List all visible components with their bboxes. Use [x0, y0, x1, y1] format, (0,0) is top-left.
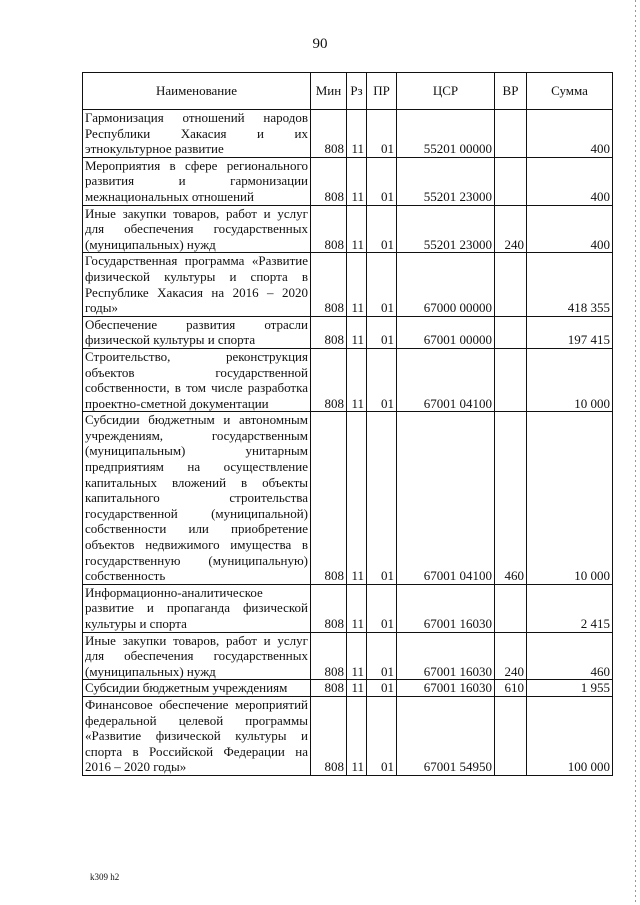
table-row [83, 632, 613, 680]
row-name: Субсидии бюджетным учреждениям [83, 680, 311, 697]
header-vr: ВР [495, 73, 527, 110]
row-min: 808 [311, 110, 347, 158]
row-pr: 01 [367, 584, 397, 632]
header-sum: Сумма [527, 73, 613, 110]
header-min: Мин [311, 73, 347, 110]
row-vr [495, 584, 527, 632]
row-name: Государственная программа «Развитие физической культуры и спорта в Республике Хакасия на 2016 – 2020 годы» [83, 253, 311, 316]
row-name: Субсидии бюджетным и автономным учреждениям, государственным (муниципальным) унитарным предприятиям на осуществление капитальных вложений в объекты капитального строительства государственной (муниципальной) собственности или приобретение объектов недвижимого имущества в государственную (муниципальную) собственность [83, 412, 311, 585]
row-csr: 67001 54950 [397, 696, 495, 775]
row-vr: 460 [495, 412, 527, 585]
page-number: 90 [312, 36, 328, 52]
row-min: 808 [311, 205, 347, 253]
header-csr: ЦСР [397, 73, 495, 110]
row-csr: 67001 16030 [397, 584, 495, 632]
row-rz: 11 [347, 412, 367, 585]
row-vr [495, 110, 527, 158]
row-min: 808 [311, 348, 347, 411]
row-name: Строительство, реконструкция объектов государственной собственности, в том числе разработка проектно-сметной документации [83, 348, 311, 411]
row-rz: 11 [347, 205, 367, 253]
row-min: 808 [311, 696, 347, 775]
row-sum: 10 000 [527, 348, 613, 411]
row-name: Мероприятия в сфере регионального развития и гармонизации межнациональных отношений [83, 157, 311, 205]
row-min: 808 [311, 316, 347, 348]
row-rz: 11 [347, 632, 367, 680]
row-csr: 67001 16030 [397, 680, 495, 697]
row-name: Гармонизация отношений народов Республики Хакасия и их этнокультурное развитие [83, 110, 311, 158]
row-vr: 240 [495, 632, 527, 680]
table-row [83, 680, 613, 697]
row-csr: 55201 23000 [397, 157, 495, 205]
row-vr [495, 157, 527, 205]
row-pr: 01 [367, 205, 397, 253]
row-sum: 400 [527, 205, 613, 253]
table-row [83, 348, 613, 411]
row-pr: 01 [367, 110, 397, 158]
table-row [83, 316, 613, 348]
row-name: Обеспечение развития отрасли физической культуры и спорта [83, 316, 311, 348]
row-min: 808 [311, 412, 347, 585]
row-min: 808 [311, 584, 347, 632]
row-rz: 11 [347, 584, 367, 632]
row-sum: 400 [527, 110, 613, 158]
row-sum: 418 355 [527, 253, 613, 316]
table-row [83, 205, 613, 253]
scan-edge-artifact [635, 0, 636, 905]
table-header-row [83, 73, 613, 110]
row-csr: 67001 04100 [397, 348, 495, 411]
row-min: 808 [311, 253, 347, 316]
row-rz: 11 [347, 680, 367, 697]
row-vr [495, 316, 527, 348]
row-sum: 460 [527, 632, 613, 680]
row-pr: 01 [367, 632, 397, 680]
row-rz: 11 [347, 348, 367, 411]
row-min: 808 [311, 632, 347, 680]
row-vr [495, 253, 527, 316]
row-sum: 400 [527, 157, 613, 205]
row-sum: 1 955 [527, 680, 613, 697]
row-min: 808 [311, 680, 347, 697]
table-row [83, 584, 613, 632]
row-vr [495, 696, 527, 775]
row-sum: 100 000 [527, 696, 613, 775]
row-vr: 610 [495, 680, 527, 697]
row-pr: 01 [367, 348, 397, 411]
row-rz: 11 [347, 253, 367, 316]
row-sum: 2 415 [527, 584, 613, 632]
table-row [83, 157, 613, 205]
row-sum: 197 415 [527, 316, 613, 348]
table-row [83, 696, 613, 775]
row-rz: 11 [347, 696, 367, 775]
row-rz: 11 [347, 316, 367, 348]
row-rz: 11 [347, 157, 367, 205]
row-pr: 01 [367, 157, 397, 205]
row-name: Информационно-аналитическое развитие и пропаганда физической культуры и спорта [83, 584, 311, 632]
row-csr: 67001 16030 [397, 632, 495, 680]
row-csr: 55201 23000 [397, 205, 495, 253]
table-row [83, 110, 613, 158]
row-vr: 240 [495, 205, 527, 253]
footer-document-code: k309 h2 [90, 872, 120, 882]
row-min: 808 [311, 157, 347, 205]
table-row [83, 253, 613, 316]
row-name: Иные закупки товаров, работ и услуг для обеспечения государственных (муниципальных) нужд [83, 632, 311, 680]
table-row [83, 412, 613, 585]
row-name: Иные закупки товаров, работ и услуг для обеспечения государственных (муниципальных) нужд [83, 205, 311, 253]
row-pr: 01 [367, 316, 397, 348]
row-csr: 67000 00000 [397, 253, 495, 316]
row-csr: 67001 04100 [397, 412, 495, 585]
row-pr: 01 [367, 253, 397, 316]
row-pr: 01 [367, 680, 397, 697]
budget-table [82, 72, 613, 776]
row-csr: 67001 00000 [397, 316, 495, 348]
row-pr: 01 [367, 696, 397, 775]
row-pr: 01 [367, 412, 397, 585]
row-rz: 11 [347, 110, 367, 158]
row-csr: 55201 00000 [397, 110, 495, 158]
row-name: Финансовое обеспечение мероприятий федеральной целевой программы «Развитие физической культуры и спорта в Российской Федерации на 2016 – 2020 годы» [83, 696, 311, 775]
row-vr [495, 348, 527, 411]
header-pr: ПР [367, 73, 397, 110]
header-rz: Рз [347, 73, 367, 110]
row-sum: 10 000 [527, 412, 613, 585]
header-name: Наименование [83, 73, 311, 110]
